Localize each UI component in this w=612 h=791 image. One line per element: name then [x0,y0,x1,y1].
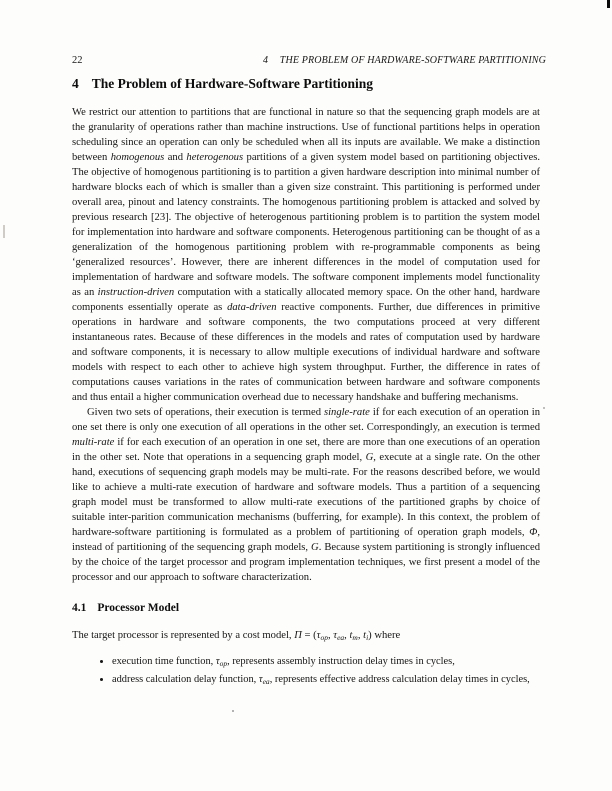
page-number: 22 [72,55,83,66]
list-item-address-calculation: • address calculation delay function, $\tau_{ea}$, represents effective address calculation delay times in cycles, [112,672,540,687]
page-body [72,76,540,690]
scan-artifact-speck [543,407,545,409]
running-head-number: 4 [262,55,269,66]
running-head-title: THE PROBLEM OF HARDWARE-SOFTWARE PARTITIONING [279,55,546,66]
cost-model-paragraph: The target processor is represented by a cost model, $\Pi = (\tau_{op}$, $\tau_{ea}$, $t_m$, $t_i$) where [72,630,401,642]
bullet-list [72,654,540,687]
scan-artifact-speck [232,710,234,712]
section-heading [72,76,540,92]
scan-artifact-left-margin-mark [3,225,5,238]
section-title: The Problem of Hardware-Software Partitioning [91,76,373,91]
paragraph-1: We restrict our attention to partitions that are functional in nature so that the sequencing graph models are at the granularity of operations rather than machine instructions. Use of functional partitions helps in operation scheduling since an operation can only be scheduled when all its inputs are available. We make a distinction between homogenous and heterogenous partitions of a given system model based on partitioning objectives. The objective of homogenous partitioning is to partition a given hardware description into minimal number of hardware blocks each of which is smaller than a given size constraint. This partitioning is performed under overall area, pinout and latency constraints. The homogenous partitioning problem is attacked and solved by previous research [23]. The objective of heterogenous partitioning problem is to partition the system model for implementation into hardware and software components. Heterogenous partitioning can be thought of as a generalization of the homogenous partitioning problem with re-programmable components as being ‘generalized resources’. However, there are inherent differences in the model of computation used for implementation of hardware and software models. The software component implements model functionality as an instruction-driven computation with a statically allocated memory space. On the other hand, hardware components essentially operate as data-driven reactive components. Further, due differences in primitive operations in hardware and software components, the two computations proceed at very different instantaneous rates. Because of these differences in the models and rates of computation used by hardware and software components, it is necessary to allow multiple executions of individual hardware and software models with respect to each other to achieve high system throughput. Further, the difference in rates of computations causes variations in the rates of communication between hardware and software components and thus entail a higher communication overhead due to necessary handshake and buffering mechanisms. [72,107,541,403]
subsection-title: Processor Model [97,602,180,614]
list-item-execution-time: • execution time function, $\tau_{op}$, represents assembly instruction delay times in cycles, [112,654,540,669]
scan-artifact-top-right-tick [607,0,610,8]
paragraph-2: Given two sets of operations, their execution is termed single-rate if for each execution of an operation in one set there is only one execution of all operations in the other set. Correspondingly, an execution is termed multi-rate if for each execution of an operation in one set, there are more than one executions of an operation in the other set. Note that operations in a sequencing graph model, G, execute at a single rate. On the other hand, executions of sequencing graph models may be multi-rate. For the reasons described before, we would like to achieve a multi-rate execution of hardware and software models. Thus a partition of a sequencing graph model must be transformed to allow multi-rate executions of the partitioned graphs by choice of suitable inter-parition communication mechanisms (bufferring, for example). In this context, the problem of hardware-software partitioning is formulated as a problem of partitioning of operation graph models, Φ, instead of partitioning of the sequencing graph models, G. Because system partitioning is strongly influenced by the choice of the target processor and program implementation techniques, we first present a model of the processor and our approach to software characterization. [72,407,540,583]
section-number: 4 [72,76,79,91]
page-header [72,55,546,66]
subsection-number: 4.1 [72,602,87,614]
subsection-heading [72,602,540,614]
running-head [263,55,546,66]
